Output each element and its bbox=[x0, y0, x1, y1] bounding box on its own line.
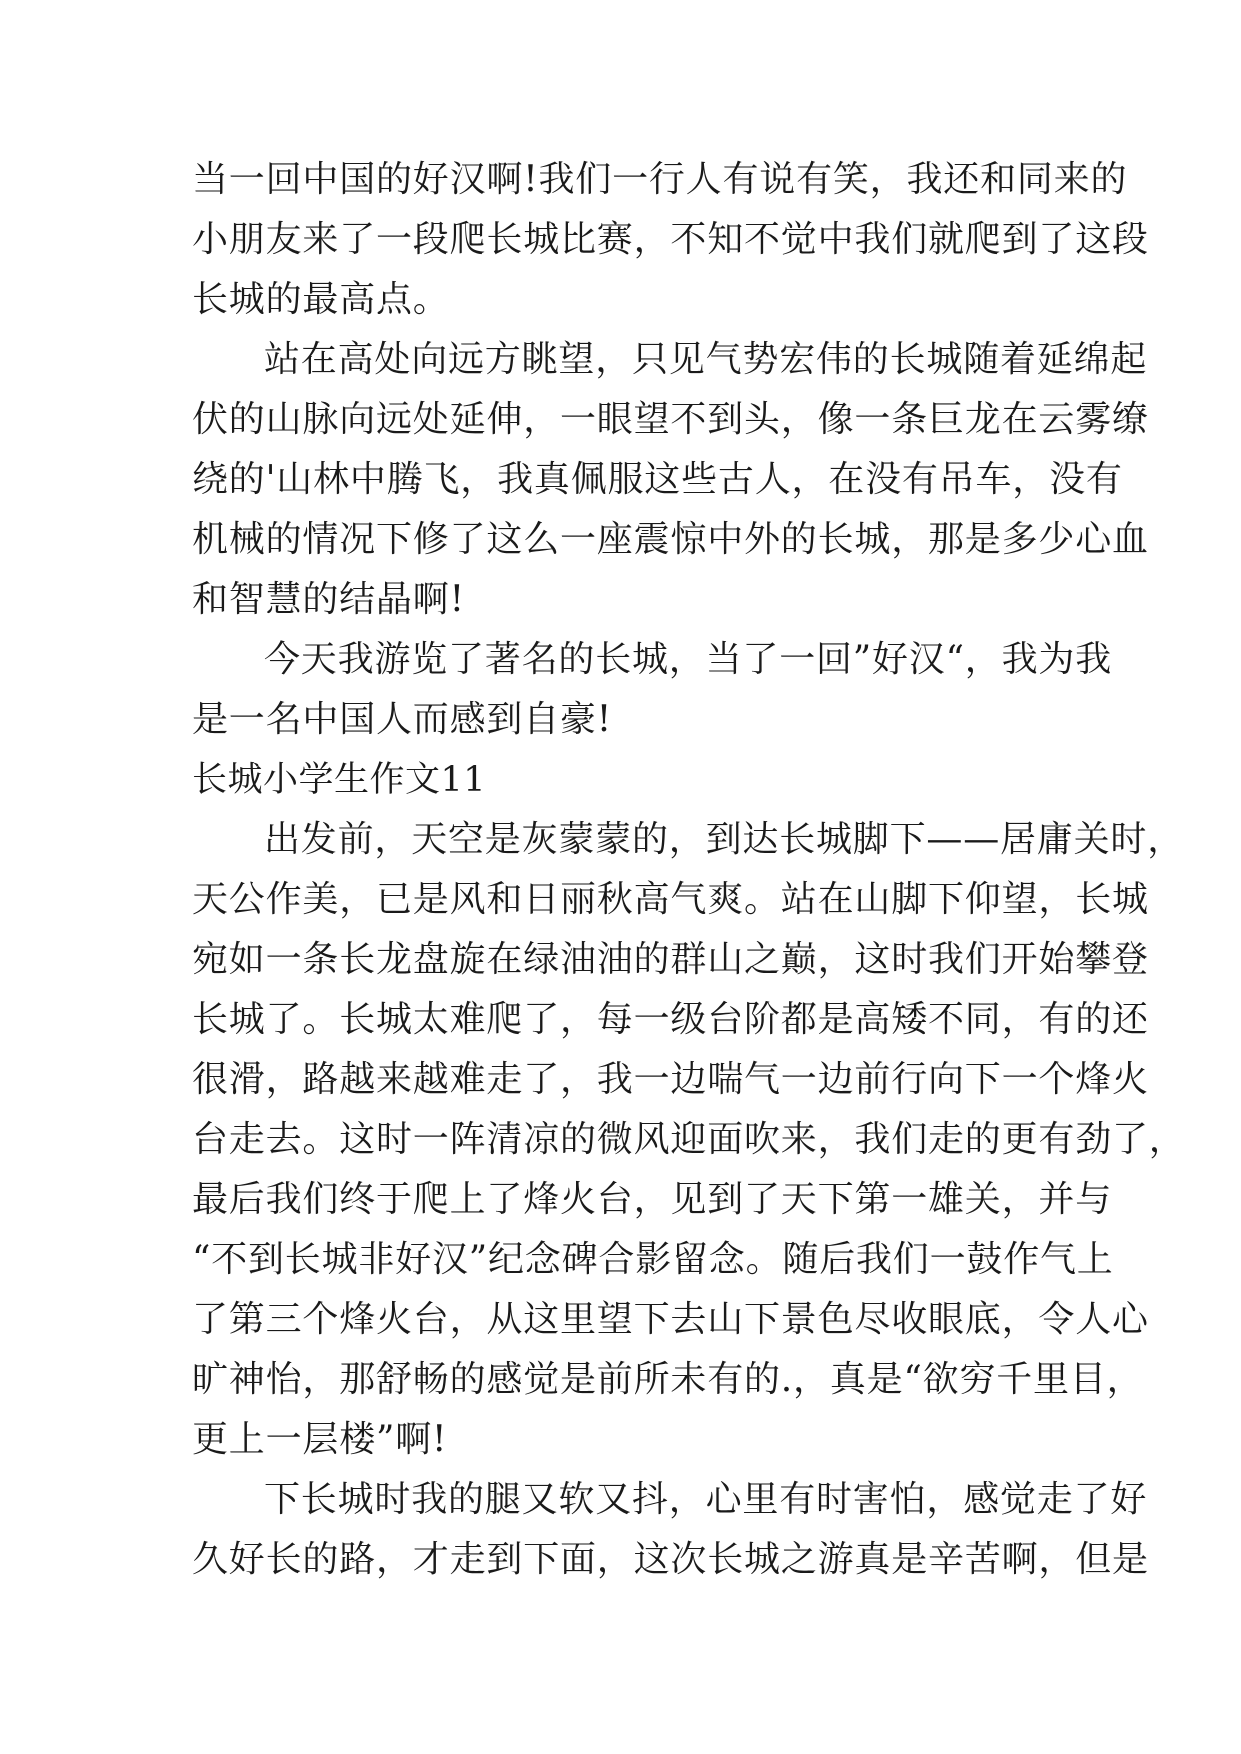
text-line: 天公作美，已是风和日丽秋高气爽。站在山脚下仰望，长城 bbox=[192, 879, 1149, 920]
text-line: 和智慧的结晶啊! bbox=[192, 579, 465, 620]
paragraph-5 bbox=[192, 1470, 1149, 1590]
text-line: 久好长的路，才走到下面，这次长城之游真是辛苦啊，但是 bbox=[192, 1539, 1149, 1580]
text-line: 站在高处向远方眺望，只见气势宏伟的长城随着延绵起 bbox=[264, 339, 1148, 380]
paragraph-1 bbox=[192, 150, 1149, 330]
text-line: 伏的山脉向远处延伸，一眼望不到头，像一条巨龙在云雾缭 bbox=[192, 399, 1149, 440]
text-line: “不到长城非好汉”纪念碑合影留念。随后我们一鼓作气上 bbox=[192, 1239, 1114, 1280]
text-line: 出发前，天空是灰蒙蒙的，到达长城脚下——居庸关时， bbox=[264, 819, 1184, 860]
text-line: 小朋友来了一段爬长城比赛，不知不觉中我们就爬到了这段 bbox=[192, 219, 1149, 260]
text-line: 下长城时我的腿又软又抖，心里有时害怕，感觉走了好 bbox=[264, 1479, 1148, 1520]
text-line: 更上一层楼”啊! bbox=[192, 1419, 448, 1460]
text-line: 机械的情况下修了这么一座震惊中外的长城，那是多少心血 bbox=[192, 519, 1149, 560]
document-page bbox=[192, 150, 1186, 1590]
text-line: 了第三个烽火台，从这里望下去山下景色尽收眼底，令人心 bbox=[192, 1299, 1149, 1340]
text-line: 很滑，路越来越难走了，我一边喘气一边前行向下一个烽火 bbox=[192, 1059, 1149, 1100]
text-line: 今天我游览了著名的长城，当了一回”好汉“，我为我 bbox=[264, 639, 1113, 680]
text-line: 绕的'山林中腾飞，我真佩服这些古人，在没有吊车，没有 bbox=[192, 459, 1123, 500]
paragraph-2 bbox=[192, 330, 1149, 630]
text-line: 是一名中国人而感到自豪! bbox=[192, 699, 613, 740]
section-heading: 长城小学生作文11 bbox=[192, 760, 487, 800]
text-line: 长城了。长城太难爬了，每一级台阶都是高矮不同，有的还 bbox=[192, 999, 1149, 1040]
text-line: 当一回中国的好汉啊!我们一行人有说有笑，我还和同来的 bbox=[192, 159, 1128, 200]
text-line: 最后我们终于爬上了烽火台，见到了天下第一雄关，并与 bbox=[192, 1179, 1113, 1220]
text-line: 宛如一条长龙盘旋在绿油油的群山之巅，这时我们开始攀登 bbox=[192, 939, 1149, 980]
text-line: 旷神怡，那舒畅的感觉是前所未有的.，真是“欲穷千里目， bbox=[192, 1359, 1144, 1400]
text-line: 长城的最高点。 bbox=[192, 279, 450, 320]
paragraph-3 bbox=[192, 630, 1113, 750]
text-line: 台走去。这时一阵清凉的微风迎面吹来，我们走的更有劲了， bbox=[192, 1119, 1186, 1160]
paragraph-4 bbox=[192, 810, 1186, 1470]
